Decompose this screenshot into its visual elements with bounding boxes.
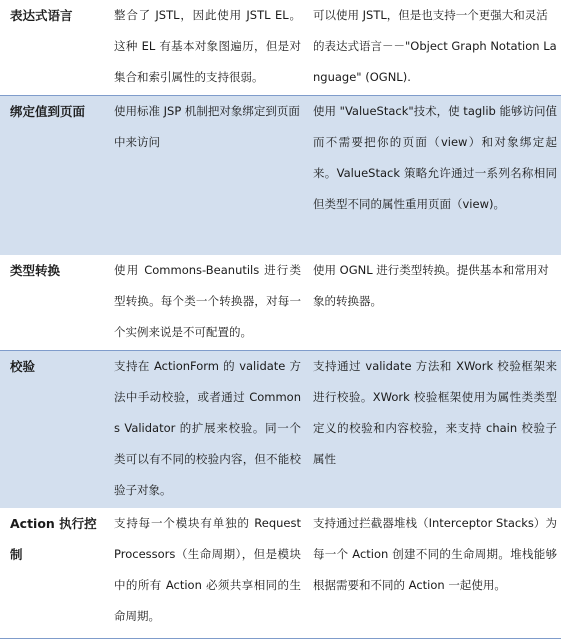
struts1-cell: 支持每一个模块有单独的 Request Processors（生命周期），但是模块中的所有 Action 必须共享相同的生命周期。: [106, 508, 305, 639]
struts2-cell: 使用 "ValueStack"技术，使 taglib 能够访问值而不需要把你的页面（view）和对象绑定起来。ValueStack 策略允许通过一系列名称相同但类型不同的属性重用页面（view)。: [305, 96, 561, 256]
struts2-cell: 支持通过拦截器堆栈（Interceptor Stacks）为每一个 Action 创建不同的生命周期。堆栈能够根据需要和不同的 Action 一起使用。: [305, 508, 561, 639]
feature-label: Action 执行控制: [0, 508, 106, 639]
table-row: [0, 96, 561, 256]
table-row: [0, 0, 561, 96]
struts2-cell: 支持通过 validate 方法和 XWork 校验框架来进行校验。XWork 校验框架使用为属性类类型定义的校验和内容校验，来支持 chain 校验子属性: [305, 351, 561, 509]
struts2-cell: 可以使用 JSTL，但是也支持一个更强大和灵活的表达式语言－－"Object Graph Notation Language" (OGNL).: [305, 0, 561, 96]
struts1-cell: 支持在 ActionForm 的 validate 方法中手动校验，或者通过 Commons Validator 的扩展来校验。同一个类可以有不同的校验内容，但不能校验子对象。: [106, 351, 305, 509]
feature-label: 绑定值到页面: [0, 96, 106, 256]
table-row: [0, 255, 561, 351]
struts1-cell: 使用标准 JSP 机制把对象绑定到页面中来访问: [106, 96, 305, 256]
struts2-cell: 使用 OGNL 进行类型转换。提供基本和常用对象的转换器。: [305, 255, 561, 351]
struts1-cell: 使用 Commons-Beanutils 进行类型转换。每个类一个转换器，对每一个实例来说是不可配置的。: [106, 255, 305, 351]
feature-label: 类型转换: [0, 255, 106, 351]
feature-label: 表达式语言: [0, 0, 106, 96]
table-row: [0, 508, 561, 639]
table-row: [0, 351, 561, 509]
feature-label: 校验: [0, 351, 106, 509]
struts1-cell: 整合了 JSTL，因此使用 JSTL EL。这种 EL 有基本对象图遍历，但是对集合和索引属性的支持很弱。: [106, 0, 305, 96]
